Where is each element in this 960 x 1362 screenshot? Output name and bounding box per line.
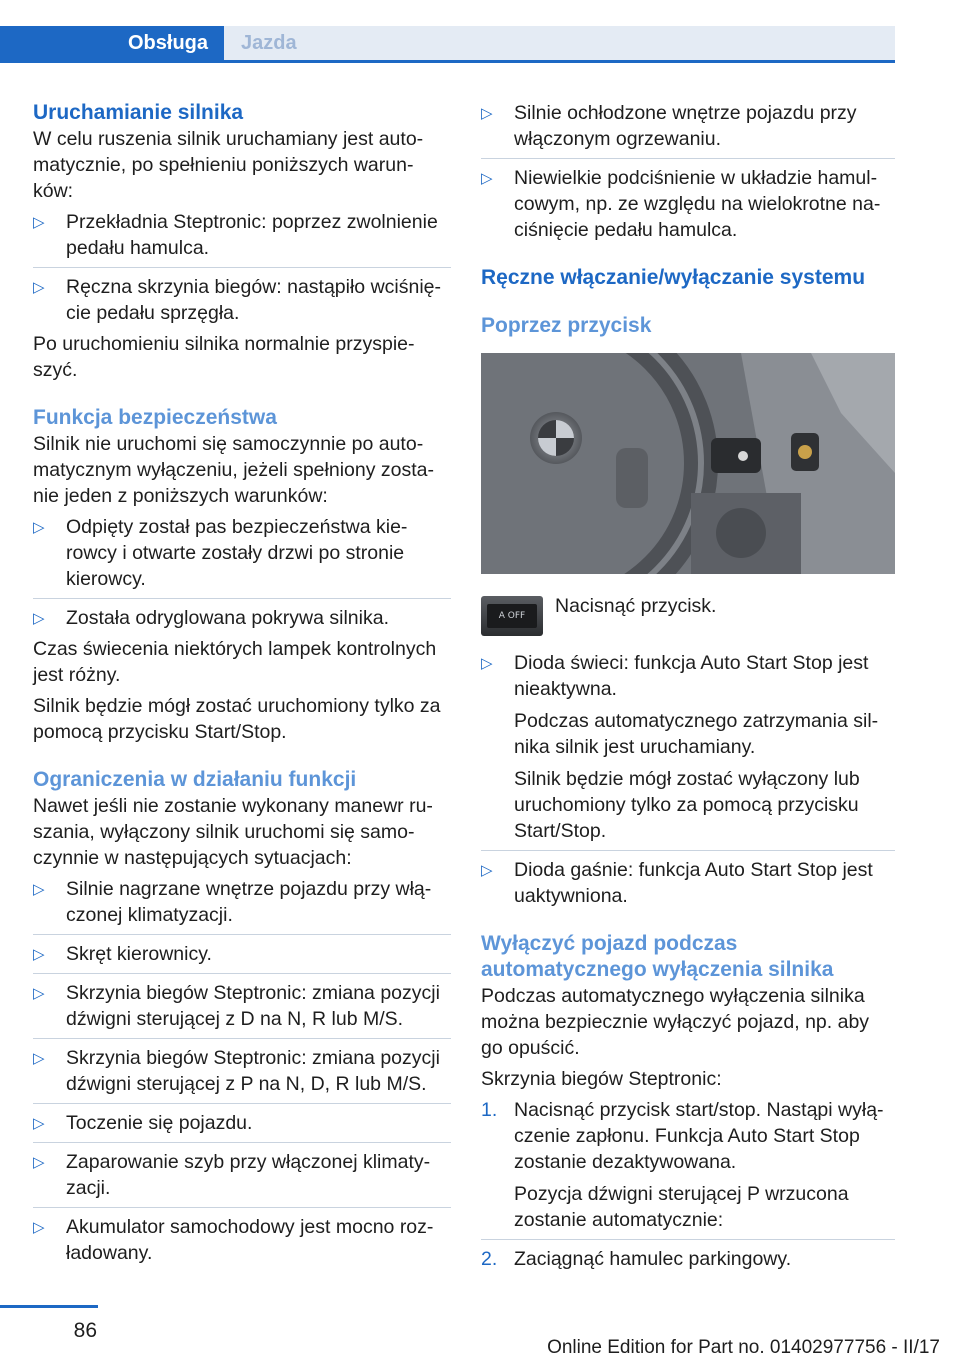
paragraph: Silnik nie uruchomi się samoczynnie po auto-matycznym wyłączeniu, jeżeli spełniony zosta-nie jeden z poniższych warunków: [33, 433, 434, 507]
bullet-text: Skrzynia biegów Steptronic: zmiana pozycji dźwigni sterującej z D na N, R lub M/S. [66, 982, 440, 1030]
triangle-right-outline-icon: ▷ [33, 1219, 45, 1236]
bullet-text: Silnie nagrzane wnętrze pojazdu przy włą-czonej klimatyzacji. [66, 878, 432, 926]
bullet-item [481, 100, 895, 152]
step-subparagraph: Pozycja dźwigni sterującej P wrzucona zostanie automatycznie: [514, 1183, 849, 1231]
step-number: 1. [481, 1099, 498, 1121]
led-status-list [481, 650, 895, 909]
steering-wheel-illustration [481, 353, 895, 574]
list-divider [33, 1142, 451, 1143]
bullet-text: Została odryglowana pokrywa silnika. [66, 607, 389, 629]
tab-obsluga[interactable]: Obsługa [0, 26, 224, 60]
press-button-text: Nacisnąć przycisk. [555, 595, 717, 617]
bullet-item [481, 857, 895, 909]
bullet-item [481, 165, 895, 243]
bullet-subparagraph: Podczas automatycznego zatrzymania sil-nika silnik jest uruchamiany. [514, 710, 879, 758]
bullet-text: Silnie ochłodzone wnętrze pojazdu przy włączonym ogrzewaniu. [514, 102, 857, 150]
numbered-steps [481, 1097, 895, 1272]
page-number: 86 [73, 1319, 97, 1342]
triangle-right-outline-icon: ▷ [481, 655, 493, 672]
triangle-right-outline-icon: ▷ [481, 170, 493, 187]
footer-edition: Online Edition for Part no. 01402977756 - II/17 [547, 1337, 940, 1358]
step-text: Nacisnąć przycisk start/stop. Nastąpi wyłą-czenie zapłonu. Funkcja Auto Start Stop zostanie dezaktywowana. [514, 1099, 884, 1173]
triangle-right-outline-icon: ▷ [33, 881, 45, 898]
bullet-text: Skrzynia biegów Steptronic: zmiana pozycji dźwigni sterującej z P na N, D, R lub M/S. [66, 1047, 440, 1095]
bullet-item [33, 1214, 451, 1266]
step-item [481, 1246, 895, 1272]
paragraph: Podczas automatycznego wyłączenia silnika można bezpiecznie wyłączyć pojazd, np. aby go opuścić. [481, 985, 870, 1059]
paragraph: Czas świecenia niektórych lampek kontrolnych jest różny. [33, 638, 437, 686]
bullet-item [33, 1045, 451, 1097]
list-divider [33, 267, 451, 268]
paragraph: Silnik będzie mógł zostać uruchomiony tylko za pomocą przycisku Start/Stop. [33, 695, 441, 743]
triangle-right-outline-icon: ▷ [33, 1050, 45, 1067]
bullet-text: Przekładnia Steptronic: poprzez zwolnienie pedału hamulca. [66, 211, 438, 259]
header-rule [0, 60, 895, 63]
triangle-right-outline-icon: ▷ [33, 214, 45, 231]
triangle-right-outline-icon: ▷ [33, 519, 45, 536]
list-divider [481, 850, 895, 851]
left-column [33, 100, 451, 1266]
dashboard-photo [481, 353, 895, 574]
heading-poprzez-przycisk: Poprzez przycisk [481, 314, 652, 337]
bullet-item [33, 274, 451, 326]
tab-jazda[interactable]: Jazda [224, 26, 895, 60]
list-divider [33, 598, 451, 599]
paragraph: Po uruchomieniu silnika normalnie przyspie-szyć. [33, 333, 415, 381]
bullet-item [481, 650, 895, 844]
bullet-text: Niewielkie podciśnienie w układzie hamul-cowym, np. ze względu na wielokrotne na-ciśnięcie pedału hamulca. [514, 167, 881, 241]
step-text: Zaciągnąć hamulec parkingowy. [514, 1248, 792, 1270]
bullet-item [33, 1110, 451, 1136]
bullet-list [33, 209, 451, 326]
paragraph: Nawet jeśli nie zostanie wykonany manewr ru-szania, wyłączony silnik uruchomi się samo-czynnie w następujących sytuacjach: [33, 795, 433, 869]
list-divider [481, 158, 895, 159]
triangle-right-outline-icon: ▷ [33, 610, 45, 627]
bullet-item [33, 605, 451, 631]
heading-reczne-wlaczanie: Ręczne włączanie/wyłączanie systemu [481, 266, 866, 289]
bullet-item [33, 876, 451, 928]
bullet-text: Skręt kierownicy. [66, 943, 212, 965]
bullet-list [33, 514, 451, 631]
triangle-right-outline-icon: ▷ [481, 862, 493, 879]
header-tabs [0, 26, 895, 62]
bullet-subparagraph: Silnik będzie mógł zostać wyłączony lub uruchomiony tylko za pomocą przycisku Start/Stop. [514, 768, 860, 842]
right-column [481, 100, 895, 1272]
auto-start-stop-icon-label: A OFF [487, 604, 537, 628]
triangle-right-outline-icon: ▷ [33, 279, 45, 296]
auto-start-stop-button-icon [481, 596, 543, 636]
bullet-text: Odpięty został pas bezpieczeństwa kie-rowcy i otwarte zostały drzwi po stronie kierowcy. [66, 516, 408, 590]
list-divider [33, 1103, 451, 1104]
list-divider [33, 1038, 451, 1039]
bullet-text: Ręczna skrzynia biegów: nastąpiło wciśnię-cie pedału sprzęgła. [66, 276, 442, 324]
triangle-right-outline-icon: ▷ [33, 985, 45, 1002]
bullet-text: Akumulator samochodowy jest mocno roz-ładowany. [66, 1216, 434, 1264]
bullet-item [33, 980, 451, 1032]
bullet-item [33, 1149, 451, 1201]
bullet-list [481, 100, 895, 243]
bullet-text: Zaparowanie szyb przy włączonej klimaty-zacji. [66, 1151, 431, 1199]
step-number: 2. [481, 1248, 498, 1270]
bullet-item [33, 209, 451, 261]
bullet-item [33, 514, 451, 592]
triangle-right-outline-icon: ▷ [33, 1154, 45, 1171]
bullet-text: Toczenie się pojazdu. [66, 1112, 253, 1134]
bullet-list [33, 876, 451, 1266]
bullet-item [33, 941, 451, 967]
list-divider [33, 934, 451, 935]
paragraph: Skrzynia biegów Steptronic: [481, 1068, 722, 1090]
button-instruction-row [481, 590, 895, 636]
heading-funkcja-bezpieczenstwa: Funkcja bezpieczeństwa [33, 406, 277, 429]
bullet-text: Dioda świeci: funkcja Auto Start Stop jest nieaktywna. [514, 652, 869, 700]
list-divider [33, 1207, 451, 1208]
bullet-text: Dioda gaśnie: funkcja Auto Start Stop jest uaktywniona. [514, 859, 873, 907]
heading-wylaczyc-pojazd: Wyłączyć pojazd podczas automatycznego wyłączenia silnika [481, 932, 834, 981]
triangle-right-outline-icon: ▷ [33, 1115, 45, 1132]
triangle-right-outline-icon: ▷ [33, 946, 45, 963]
triangle-right-outline-icon: ▷ [481, 105, 493, 122]
footer-rule [0, 1305, 98, 1308]
heading-uruchamianie: Uruchamianie silnika [33, 101, 244, 124]
heading-ograniczenia: Ograniczenia w działaniu funkcji [33, 768, 357, 791]
step-item [481, 1097, 895, 1233]
paragraph: W celu ruszenia silnik uruchamiany jest auto-matycznie, po spełnieniu poniższych warun-ków: [33, 128, 424, 202]
list-divider [33, 973, 451, 974]
list-divider [481, 1239, 895, 1240]
